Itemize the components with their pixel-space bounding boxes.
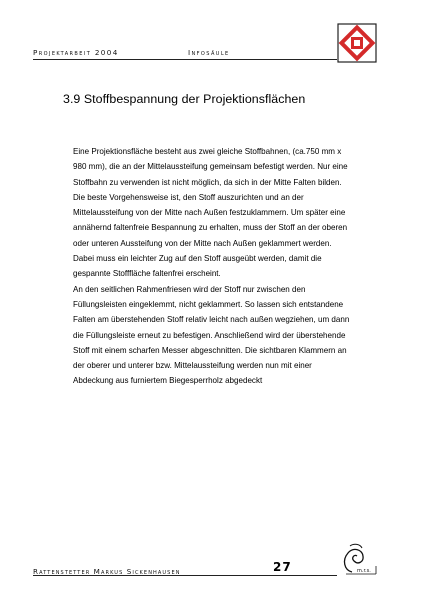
- body-line: die Füllungsleiste erneut zu befestigen. Anschließend wird der überstehende: [73, 330, 346, 340]
- footer-rule: [33, 575, 337, 576]
- body-line: Abdeckung aus furniertem Biegesperrholz abgedeckt: [73, 376, 263, 386]
- signet-text: m.r.s.: [357, 568, 371, 574]
- project-logo-icon: [337, 23, 377, 63]
- body-text: [73, 144, 373, 389]
- author-signet-icon: [338, 540, 378, 580]
- page-number: 27: [273, 560, 292, 574]
- body-line: 980 mm), die an der Mittelaussteifung gemeinsam befestigt werden. Nur eine: [73, 162, 348, 172]
- body-line: Stoff mit einem scharfen Messer abgeschnitten. Die sichtbaren Klammern an: [73, 345, 347, 355]
- body-line: Dabei muss ein leichter Zug auf den Stoff ausgeübt werden, damit die: [73, 254, 322, 264]
- body-line: annähernd faltenfreie Bespannung zu erhalten, muss der Stoff an der oberen: [73, 223, 348, 233]
- body-line: Falten am überstehenden Stoff relativ leicht nach außen wegziehen, um dann: [73, 315, 350, 325]
- section-title: 3.9 Stoffbespannung der Projektionsflächen: [63, 92, 306, 106]
- body-line: Füllungsleisten eingeklemmt, nicht geklammert. So lassen sich entstandene: [73, 299, 344, 309]
- body-line: oder unteren Aussteifung von der Mitte nach Außen geklammert werden.: [73, 238, 332, 248]
- header-project-label: Projektarbeit 2004: [33, 48, 119, 57]
- body-line: Mittelaussteifung von der Mitte nach Außen festzuklammern. Um später eine: [73, 208, 346, 218]
- body-line: der oberer und unterer bzw. Mittelaussteifung werden nun mit einer: [73, 361, 312, 371]
- body-line: Die beste Vorgehensweise ist, den Stoff auszurichten und an der: [73, 192, 304, 202]
- header-topic-label: Infosäule: [188, 48, 230, 57]
- body-line: Stoffbahn zu verwenden ist nicht möglich, da sich in der Mitte Falten bilden.: [73, 177, 342, 187]
- body-line: Eine Projektionsfläche besteht aus zwei gleiche Stoffbahnen, (ca.750 mm x: [73, 147, 342, 156]
- body-line: gespannte Stofffläche faltenfrei erscheint.: [73, 269, 221, 279]
- header-rule: [33, 59, 337, 60]
- footer-author-label: Rattenstetter Markus Sickenhausen: [33, 567, 181, 576]
- body-line: An den seitlichen Rahmenfriesen wird der Stoff nur zwischen den: [73, 284, 306, 294]
